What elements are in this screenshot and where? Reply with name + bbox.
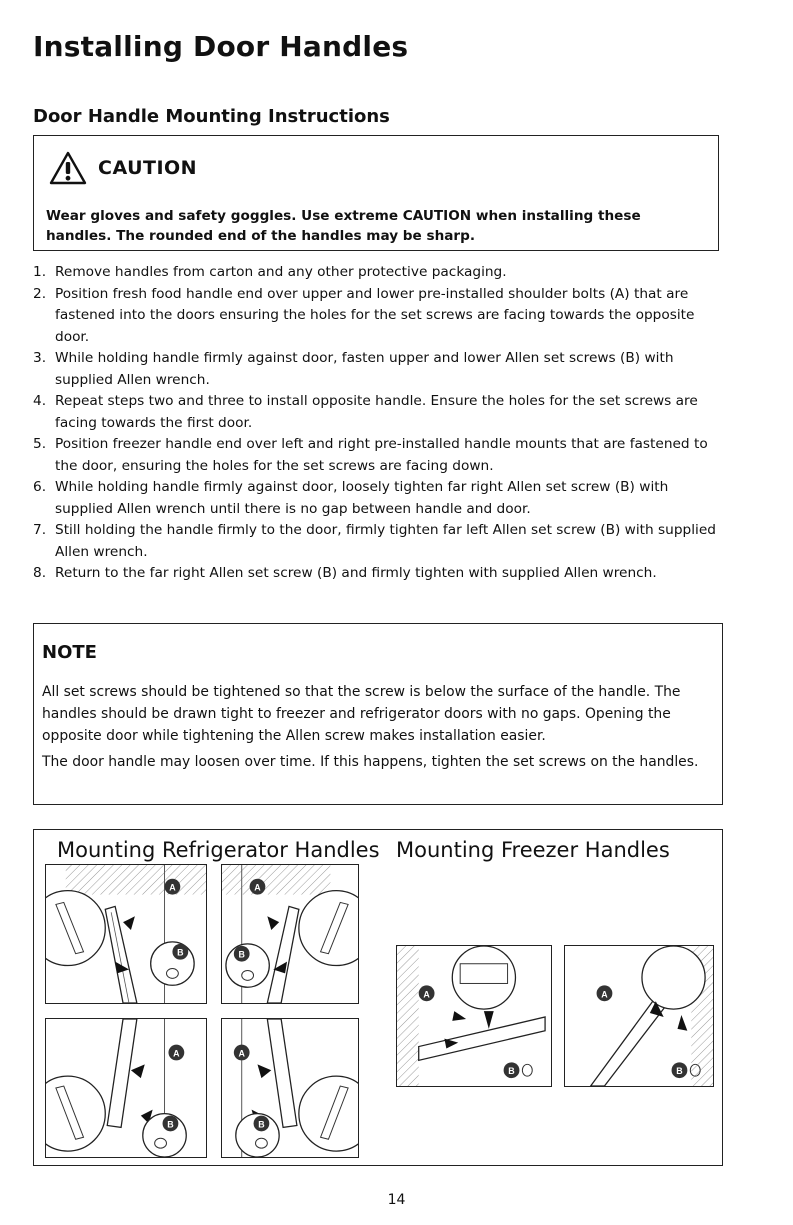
step-number: 8.: [33, 565, 47, 581]
step-item: [33, 262, 723, 284]
step-item: [33, 520, 723, 563]
freezer-handle-right-illustration: [564, 945, 714, 1087]
step-text: Still holding the handle firmly to the door, firmly tighten far left Allen set screw (B) with supplied Allen wrench.: [55, 522, 716, 560]
note-title: NOTE: [42, 642, 97, 663]
step-text: Repeat steps two and three to install opposite handle. Ensure the holes for the set screws are facing towards the first door.: [55, 393, 698, 431]
page-number: 14: [387, 1192, 406, 1208]
step-text: While holding handle firmly against door, fasten upper and lower Allen set screws (B) with supplied Allen wrench.: [55, 350, 674, 388]
step-number: 2.: [33, 285, 47, 302]
label-b: B: [177, 947, 184, 958]
caution-word: CAUTION: [98, 157, 198, 179]
illustrations-box: [33, 829, 723, 1166]
step-item: [33, 477, 723, 520]
step-text: Return to the far right Allen set screw (B) and firmly tighten with supplied Allen wrench.: [55, 565, 657, 581]
step-number: 1.: [33, 264, 47, 280]
step-item: [33, 434, 723, 477]
freezer-handles-title: Mounting Freezer Handles: [396, 838, 670, 862]
step-number: 4.: [33, 393, 47, 409]
caution-header: [48, 150, 197, 186]
note-paragraph: All set screws should be tightened so that the screw is below the surface of the handle. The handles should be drawn tight to freezer and refrigerator doors with no gaps. Opening the opposite door while tightening the Allen screw makes installation easier.: [42, 684, 681, 744]
label-a: A: [423, 989, 430, 1000]
step-text: Remove handles from carton and any other protective packaging.: [55, 264, 507, 280]
section-title: Door Handle Mounting Instructions: [33, 106, 390, 127]
label-b: B: [676, 1066, 683, 1077]
step-text: Position fresh food handle end over upper and lower pre-installed shoulder bolts (A) that are fastened into the doors ensuring the holes for the set screws are facing towards the opposite door.: [55, 285, 695, 345]
refrigerator-handle-lower-left-illustration: [45, 1018, 207, 1158]
label-b: B: [238, 949, 245, 960]
note-box: [33, 623, 723, 805]
refrigerator-handle-lower-right-illustration: [221, 1018, 359, 1158]
step-number: 7.: [33, 522, 47, 538]
page-title: Installing Door Handles: [33, 30, 409, 63]
label-a: A: [173, 1048, 180, 1059]
label-b: B: [508, 1066, 515, 1077]
step-number: 5.: [33, 436, 47, 452]
label-a: A: [238, 1048, 245, 1059]
step-text: Position freezer handle end over left and right pre-installed handle mounts that are fastened to the door, ensuring the holes for the set screws are facing down.: [55, 436, 708, 474]
label-b: B: [258, 1119, 265, 1130]
label-b: B: [167, 1119, 174, 1130]
refrigerator-handles-title: Mounting Refrigerator Handles: [57, 838, 380, 862]
step-item: [33, 563, 723, 585]
freezer-handle-left-illustration: [396, 945, 552, 1087]
label-a: A: [601, 989, 608, 1000]
refrigerator-handle-upper-left-illustration: [45, 864, 207, 1004]
step-number: 3.: [33, 350, 47, 366]
step-item: [33, 348, 723, 391]
instruction-steps: [33, 262, 723, 585]
warning-triangle-icon: [48, 150, 88, 186]
step-item: [33, 284, 723, 349]
caution-box: [33, 135, 719, 251]
note-paragraph: The door handle may loosen over time. If this happens, tighten the set screws on the handles.: [42, 754, 699, 770]
label-a: A: [169, 882, 176, 893]
step-item: [33, 391, 723, 434]
step-number: 6.: [33, 479, 47, 495]
step-text: While holding handle firmly against door, loosely tighten far right Allen set screw (B) with supplied Allen wrench until there is no gap between handle and door.: [55, 479, 669, 517]
refrigerator-handle-upper-right-illustration: [221, 864, 359, 1004]
label-a: A: [254, 882, 261, 893]
caution-text: Wear gloves and safety goggles. Use extreme CAUTION when installing these handles. The rounded end of the handles may be sharp.: [46, 208, 641, 244]
